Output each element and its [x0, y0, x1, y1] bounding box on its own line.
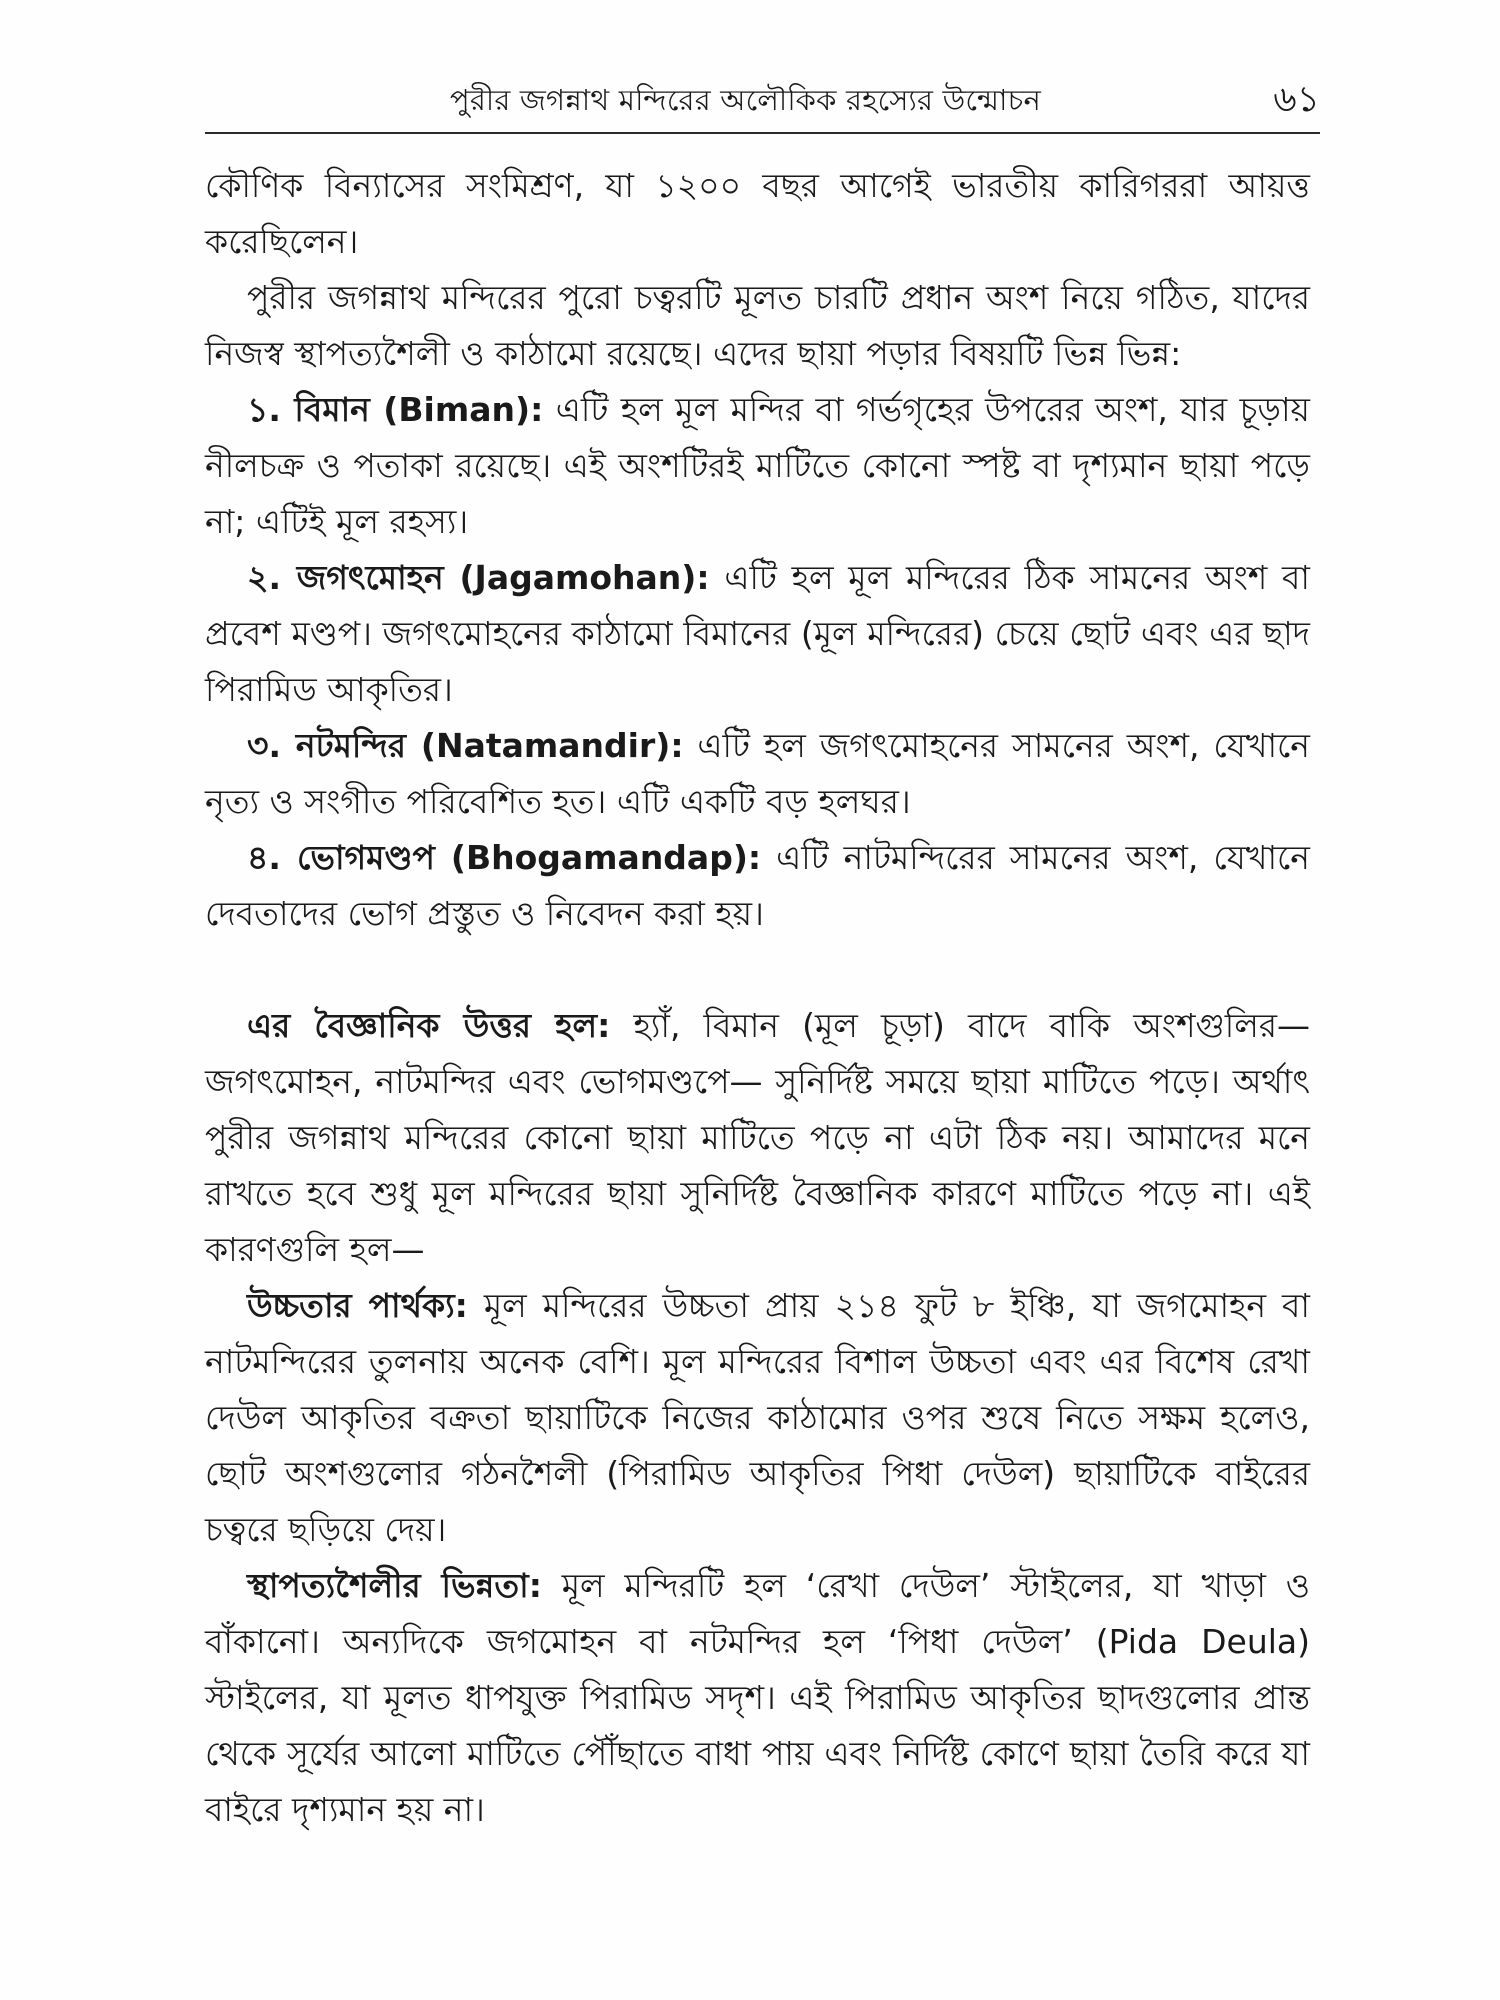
list-item-label: ২. জগৎমোহন (Jagamohan):: [247, 558, 710, 597]
list-item-label: ৪. ভোগমণ্ডপ (Bhogamandap):: [247, 838, 762, 877]
paragraph-text: হ্যাঁ, বিমান (মূল চূড়া) বাদে বাকি অংশগুলির— জগৎমোহন, নাটমন্দির এবং ভোগমণ্ডপে— সুনির্দিষ্ট সময়ে ছায়া মাটিতে পড়ে। অর্থাৎ পুরীর জগন্নাথ মন্দিরের কোনো ছায়া মাটিতে পড়ে না এটা ঠিক নয়। আমাদের মনে রাখতে হবে শুধু মূল মন্দিরের ছায়া সুনির্দিষ্ট বৈজ্ঞানিক কারণে মাটিতে পড়ে না। এই কারণগুলি হল—: [205, 1006, 1310, 1269]
page-body: [205, 158, 1310, 1838]
page-header: [205, 72, 1320, 134]
paragraph-continuation: কৌণিক বিন্যাসের সংমিশ্রণ, যা ১২০০ বছর আগেই ভারতীয় কারিগররা আয়ত্ত করেছিলেন।: [205, 166, 1310, 261]
paragraph-intro: পুরীর জগন্নাথ মন্দিরের পুরো চত্বরটি মূলত চারটি প্রধান অংশ নিয়ে গঠিত, যাদের নিজস্ব স্থাপত্যশৈলী ও কাঠামো রয়েছে। এদের ছায়া পড়ার বিষয়টি ভিন্ন ভিন্ন:: [205, 278, 1310, 373]
paragraph-architecture-difference: [205, 1558, 1310, 1838]
list-item-text: এটি হল মূল মন্দির বা গর্ভগৃহের উপরের অংশ, যার চূড়ায় নীলচক্র ও পতাকা রয়েছে। এই অংশটিরই মাটিতে কোনো স্পষ্ট বা দৃশ্যমান ছায়া পড়ে না; এটিই মূল রহস্য।: [205, 390, 1310, 541]
page-number: ৬১: [1273, 79, 1320, 120]
paragraph-label: উচ্চতার পার্থক্য:: [247, 1286, 468, 1325]
list-item-bhogamandap: [205, 830, 1310, 942]
paragraph-label: এর বৈজ্ঞানিক উত্তর হল:: [247, 1006, 611, 1045]
paragraph-height-difference: [205, 1278, 1310, 1558]
running-title: পুরীর জগন্নাথ মন্দিরের অলৌকিক রহস্যের উন্মোচন: [450, 83, 1041, 117]
paragraph-scientific-answer: [205, 998, 1310, 1278]
list-item-jagamohan: [205, 550, 1310, 718]
section-gap: [205, 942, 1310, 998]
list-item-text: এটি হল জগৎমোহনের সামনের অংশ, যেখানে নৃত্য ও সংগীত পরিবেশিত হত। এটি একটি বড় হলঘর।: [205, 726, 1310, 821]
list-item-label: ১. বিমান (Biman):: [247, 390, 544, 429]
list-item-natamandir: [205, 718, 1310, 830]
list-item-text: এটি হল মূল মন্দিরের ঠিক সামনের অংশ বা প্রবেশ মণ্ডপ। জগৎমোহনের কাঠামো বিমানের (মূল মন্দিরের) চেয়ে ছোট এবং এর ছাদ পিরামিড আকৃতির।: [205, 558, 1310, 709]
list-item-biman: [205, 382, 1310, 550]
paragraph-text: মূল মন্দিরের উচ্চতা প্রায় ২১৪ ফুট ৮ ইঞ্চি, যা জগমোহন বা নাটমন্দিরের তুলনায় অনেক বেশি। মূল মন্দিরের বিশাল উচ্চতা এবং এর বিশেষ রেখা দেউল আকৃতির বক্রতা ছায়াটিকে নিজের কাঠামোর ওপর শুষে নিতে সক্ষম হলেও, ছোট অংশগুলোর গঠনশৈলী (পিরামিড আকৃতির পিধা দেউল) ছায়াটিকে বাইরের চত্বরে ছড়িয়ে দেয়।: [205, 1286, 1310, 1549]
list-item-text: এটি নাটমন্দিরের সামনের অংশ, যেখানে দেবতাদের ভোগ প্রস্তুত ও নিবেদন করা হয়।: [205, 838, 1310, 933]
paragraph-text: মূল মন্দিরটি হল ‘রেখা দেউল’ স্টাইলের, যা খাড়া ও বাঁকানো। অন্যদিকে জগমোহন বা নটমন্দির হল ‘পিধা দেউল’ (Pida Deula) স্টাইলের, যা মূলত ধাপযুক্ত পিরামিড সদৃশ। এই পিরামিড আকৃতির ছাদগুলোর প্রান্ত থেকে সূর্যের আলো মাটিতে পৌঁছাতে বাধা পায় এবং নির্দিষ্ট কোণে ছায়া তৈরি করে যা বাইরে দৃশ্যমান হয় না।: [205, 1566, 1310, 1829]
paragraph-label: স্থাপত্যশৈলীর ভিন্নতা:: [247, 1566, 542, 1605]
list-item-label: ৩. নটমন্দির (Natamandir):: [247, 726, 684, 765]
